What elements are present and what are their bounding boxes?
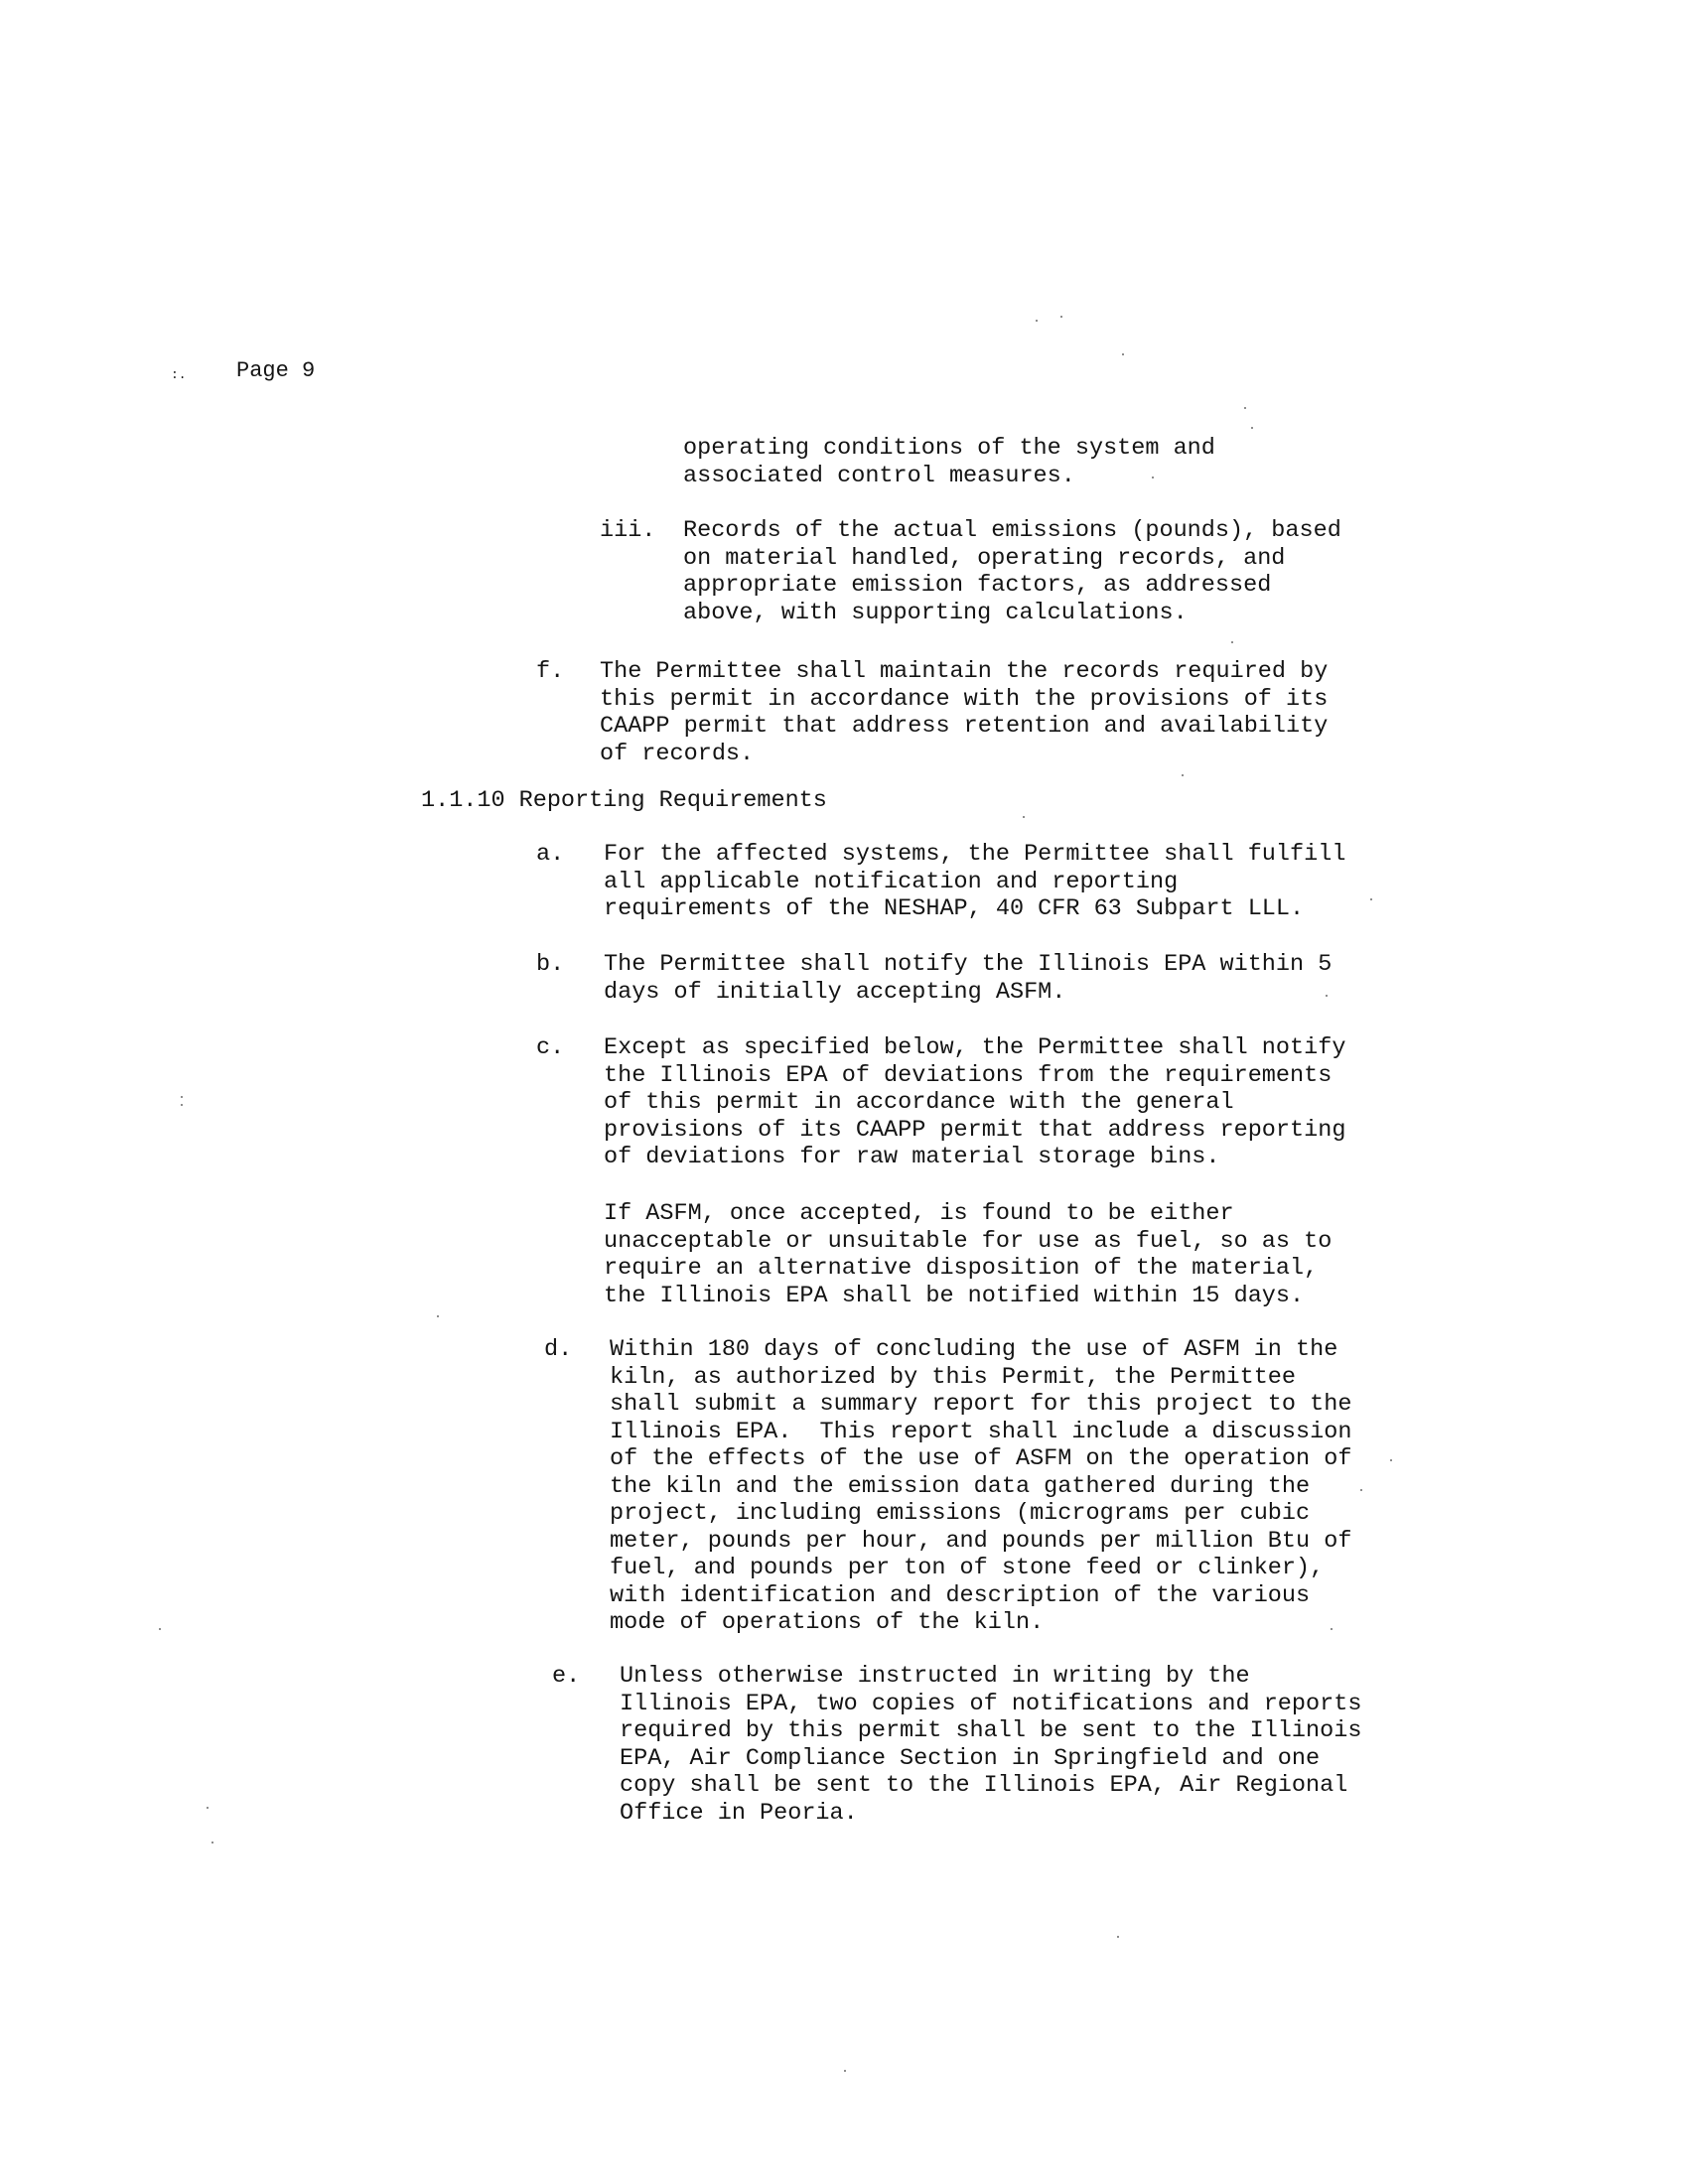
text-line: the Illinois EPA shall be notified within 15 days. [604,1282,1305,1309]
text-line: of this permit in accordance with the general [604,1089,1234,1116]
text-line: of records. [600,740,755,767]
text-line: operating conditions of the system and [683,435,1215,462]
text-line: of deviations for raw material storage bins. [604,1144,1220,1170]
scan-speck [1251,427,1253,429]
item-f-text [600,658,1328,767]
text-line: the Illinois EPA of deviations from the requirements [604,1061,1333,1089]
scan-speck [1326,995,1328,997]
text-line: all applicable notification and reporting [604,868,1179,895]
text-line: The Permittee shall notify the Illinois EPA within 5 [604,951,1333,978]
text-line: on material handled, operating records, and [683,544,1286,572]
text-line: this permit in accordance with the provisions of its [600,685,1329,713]
text-line: copy shall be sent to the Illinois EPA, Air Regional [620,1772,1348,1799]
stray-mark: :. [171,367,187,382]
text-line: If ASFM, once accepted, is found to be either [604,1200,1234,1227]
item-d-text [610,1336,1351,1637]
text-line: above, with supporting calculations. [683,599,1188,626]
item-label-b: b. [536,951,565,978]
text-line: required by this permit shall be sent to the Illinois [620,1717,1362,1744]
text-line: Records of the actual emissions (pounds), based [683,517,1341,544]
text-line: provisions of its CAAPP permit that address reporting [604,1116,1346,1144]
section-number: 1.1.10 [421,787,505,814]
text-line: requirements of the NESHAP, 40 CFR 63 Subpart LLL. [604,895,1305,922]
item-c-subparagraph [604,1200,1332,1309]
scan-speck [1231,641,1233,643]
item-e-text [620,1663,1361,1827]
text-line: EPA, Air Compliance Section in Springfield and one [620,1744,1321,1772]
text-line: with identification and description of the various [610,1581,1311,1609]
continuation-text [683,435,1215,489]
item-label-d: d. [544,1336,573,1363]
text-line: fuel, and pounds per ton of stone feed or clinker), [610,1555,1325,1581]
text-line: meter, pounds per hour, and pounds per million Btu of [610,1527,1352,1555]
scan-speck [1060,316,1062,318]
scan-speck [181,1096,183,1098]
text-line: Unless otherwise instructed in writing by the [620,1663,1250,1690]
text-line: Within 180 days of concluding the use of ASFM in the [610,1336,1338,1363]
item-label-c: c. [536,1034,565,1061]
scan-speck [1122,353,1124,355]
item-b-text [604,951,1332,1006]
scan-speck [1023,816,1025,818]
text-line: Illinois EPA. This report shall include a discussion [610,1418,1352,1445]
text-line: Except as specified below, the Permittee shall notify [604,1034,1346,1061]
scan-speck [207,1807,209,1809]
scan-speck [1036,320,1038,322]
page-label: Page 9 [236,358,316,383]
text-line: mode of operations of the kiln. [610,1609,1045,1636]
text-line: shall submit a summary report for this project to the [610,1391,1352,1418]
scan-speck [211,1842,213,1843]
text-line: CAAPP permit that address retention and availability [600,713,1329,740]
item-label-iii: iii. [600,517,656,544]
scan-speck [1390,1459,1392,1461]
scan-speck [437,1315,439,1317]
item-label-a: a. [536,841,565,868]
scan-speck [1117,1936,1119,1938]
scan-speck [1360,1489,1362,1491]
text-line: unacceptable or unsuitable for use as fuel, so as to [604,1227,1333,1255]
text-line: the kiln and the emission data gathered during the [610,1472,1311,1500]
text-line: For the affected systems, the Permittee shall fulfill [604,841,1346,868]
scan-speck [1152,477,1154,478]
scan-speck [159,1628,161,1630]
item-c-text [604,1034,1345,1171]
scan-speck [1331,1628,1333,1630]
text-line: appropriate emission factors, as addressed [683,572,1272,599]
scan-speck [1370,898,1372,900]
text-line: require an alternative disposition of the material, [604,1255,1319,1282]
item-label-f: f. [536,658,565,685]
scan-speck [181,1104,183,1106]
scan-speck [844,2070,846,2072]
text-line: project, including emissions (micrograms per cubic [610,1500,1311,1527]
text-line: Illinois EPA, two copies of notifications and reports [620,1690,1362,1717]
text-line: associated control measures. [683,462,1075,489]
section-title: Reporting Requirements [518,787,827,814]
text-line: Office in Peoria. [620,1799,858,1827]
text-line: The Permittee shall maintain the records required by [600,658,1329,685]
text-line: kiln, as authorized by this Permit, the Permittee [610,1363,1297,1391]
item-iii-text [683,517,1341,626]
section-heading [421,787,827,815]
scan-speck [1182,774,1184,776]
text-line: of the effects of the use of ASFM on the operation of [610,1445,1352,1472]
scan-speck [1244,407,1246,409]
item-a-text [604,841,1345,923]
item-label-e: e. [552,1663,581,1690]
text-line: days of initially accepting ASFM. [604,978,1066,1006]
